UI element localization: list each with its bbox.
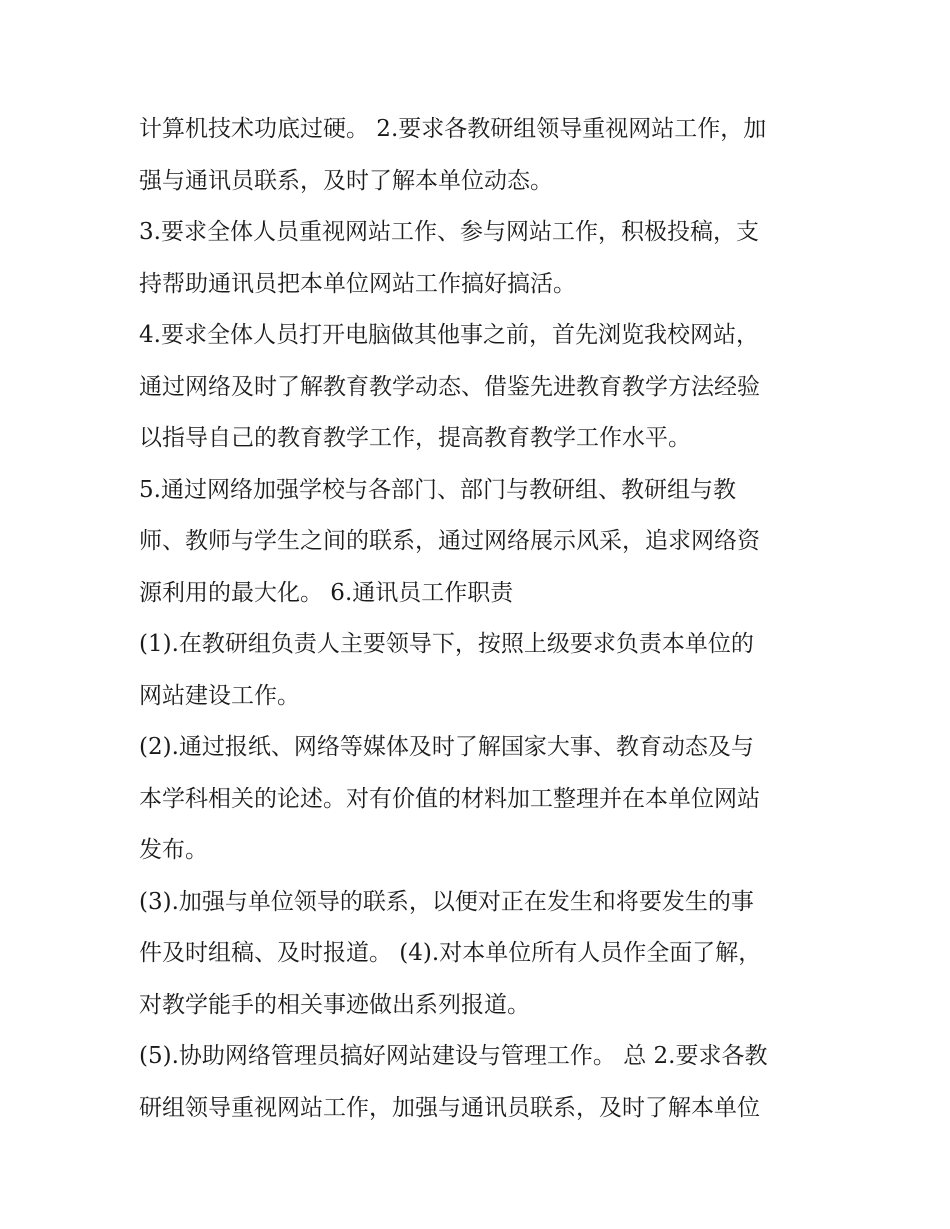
document-body <box>139 104 829 1134</box>
text-line: 源利用的最大化。 6.通讯员工作职责 <box>139 579 514 606</box>
text-line: 研组领导重视网站工作，加强与通讯员联系，及时了解本单位 <box>139 1094 760 1121</box>
text-line: (2).通过报纸、网络等媒体及时了解国家大事、教育动态及与 <box>139 734 754 760</box>
text-line: 师、教师与学生之间的联系，通过网络展示风采，追求网络资 <box>139 528 760 554</box>
text-line: 强与通讯员联系，及时了解本单位动态。 <box>139 167 553 194</box>
text-line: 3.要求全体人员重视网站工作、参与网站工作，积极投稿，支 <box>139 219 759 245</box>
text-line: 计算机技术功底过硬。 2.要求各教研组领导重视网站工作，加 <box>139 116 767 142</box>
text-line: 4.要求全体人员打开电脑做其他事之前，首先浏览我校网站， <box>139 322 759 348</box>
text-line: (3).加强与单位领导的联系，以便对正在发生和将要发生的事 <box>139 888 754 915</box>
text-line: (1).在教研组负责人主要领导下，按照上级要求负责本单位的 <box>139 631 754 657</box>
text-line: 持帮助通讯员把本单位网站工作搞好搞活。 <box>139 270 576 297</box>
text-line: 5.通过网络加强学校与各部门、部门与教研组、教研组与教 <box>139 476 736 503</box>
text-line: 以指导自己的教育教学工作，提高教育教学工作水平。 <box>139 425 691 451</box>
text-line: (5).协助网络管理员搞好网站建设与管理工作。 总 2.要求各教 <box>139 1043 768 1069</box>
text-line: 通过网络及时了解教育教学动态、借鉴先进教育教学方法经验 <box>139 373 760 400</box>
text-line: 件及时组稿、及时报道。 (4).对本单位所有人员作全面了解， <box>139 940 762 966</box>
text-line: 网站建设工作。 <box>139 682 300 709</box>
text-line: 发布。 <box>139 837 208 863</box>
text-line: 本学科相关的论述。对有价值的材料加工整理并在本单位网站 <box>139 785 760 812</box>
text-line: 对教学能手的相关事迹做出系列报道。 <box>139 991 530 1018</box>
